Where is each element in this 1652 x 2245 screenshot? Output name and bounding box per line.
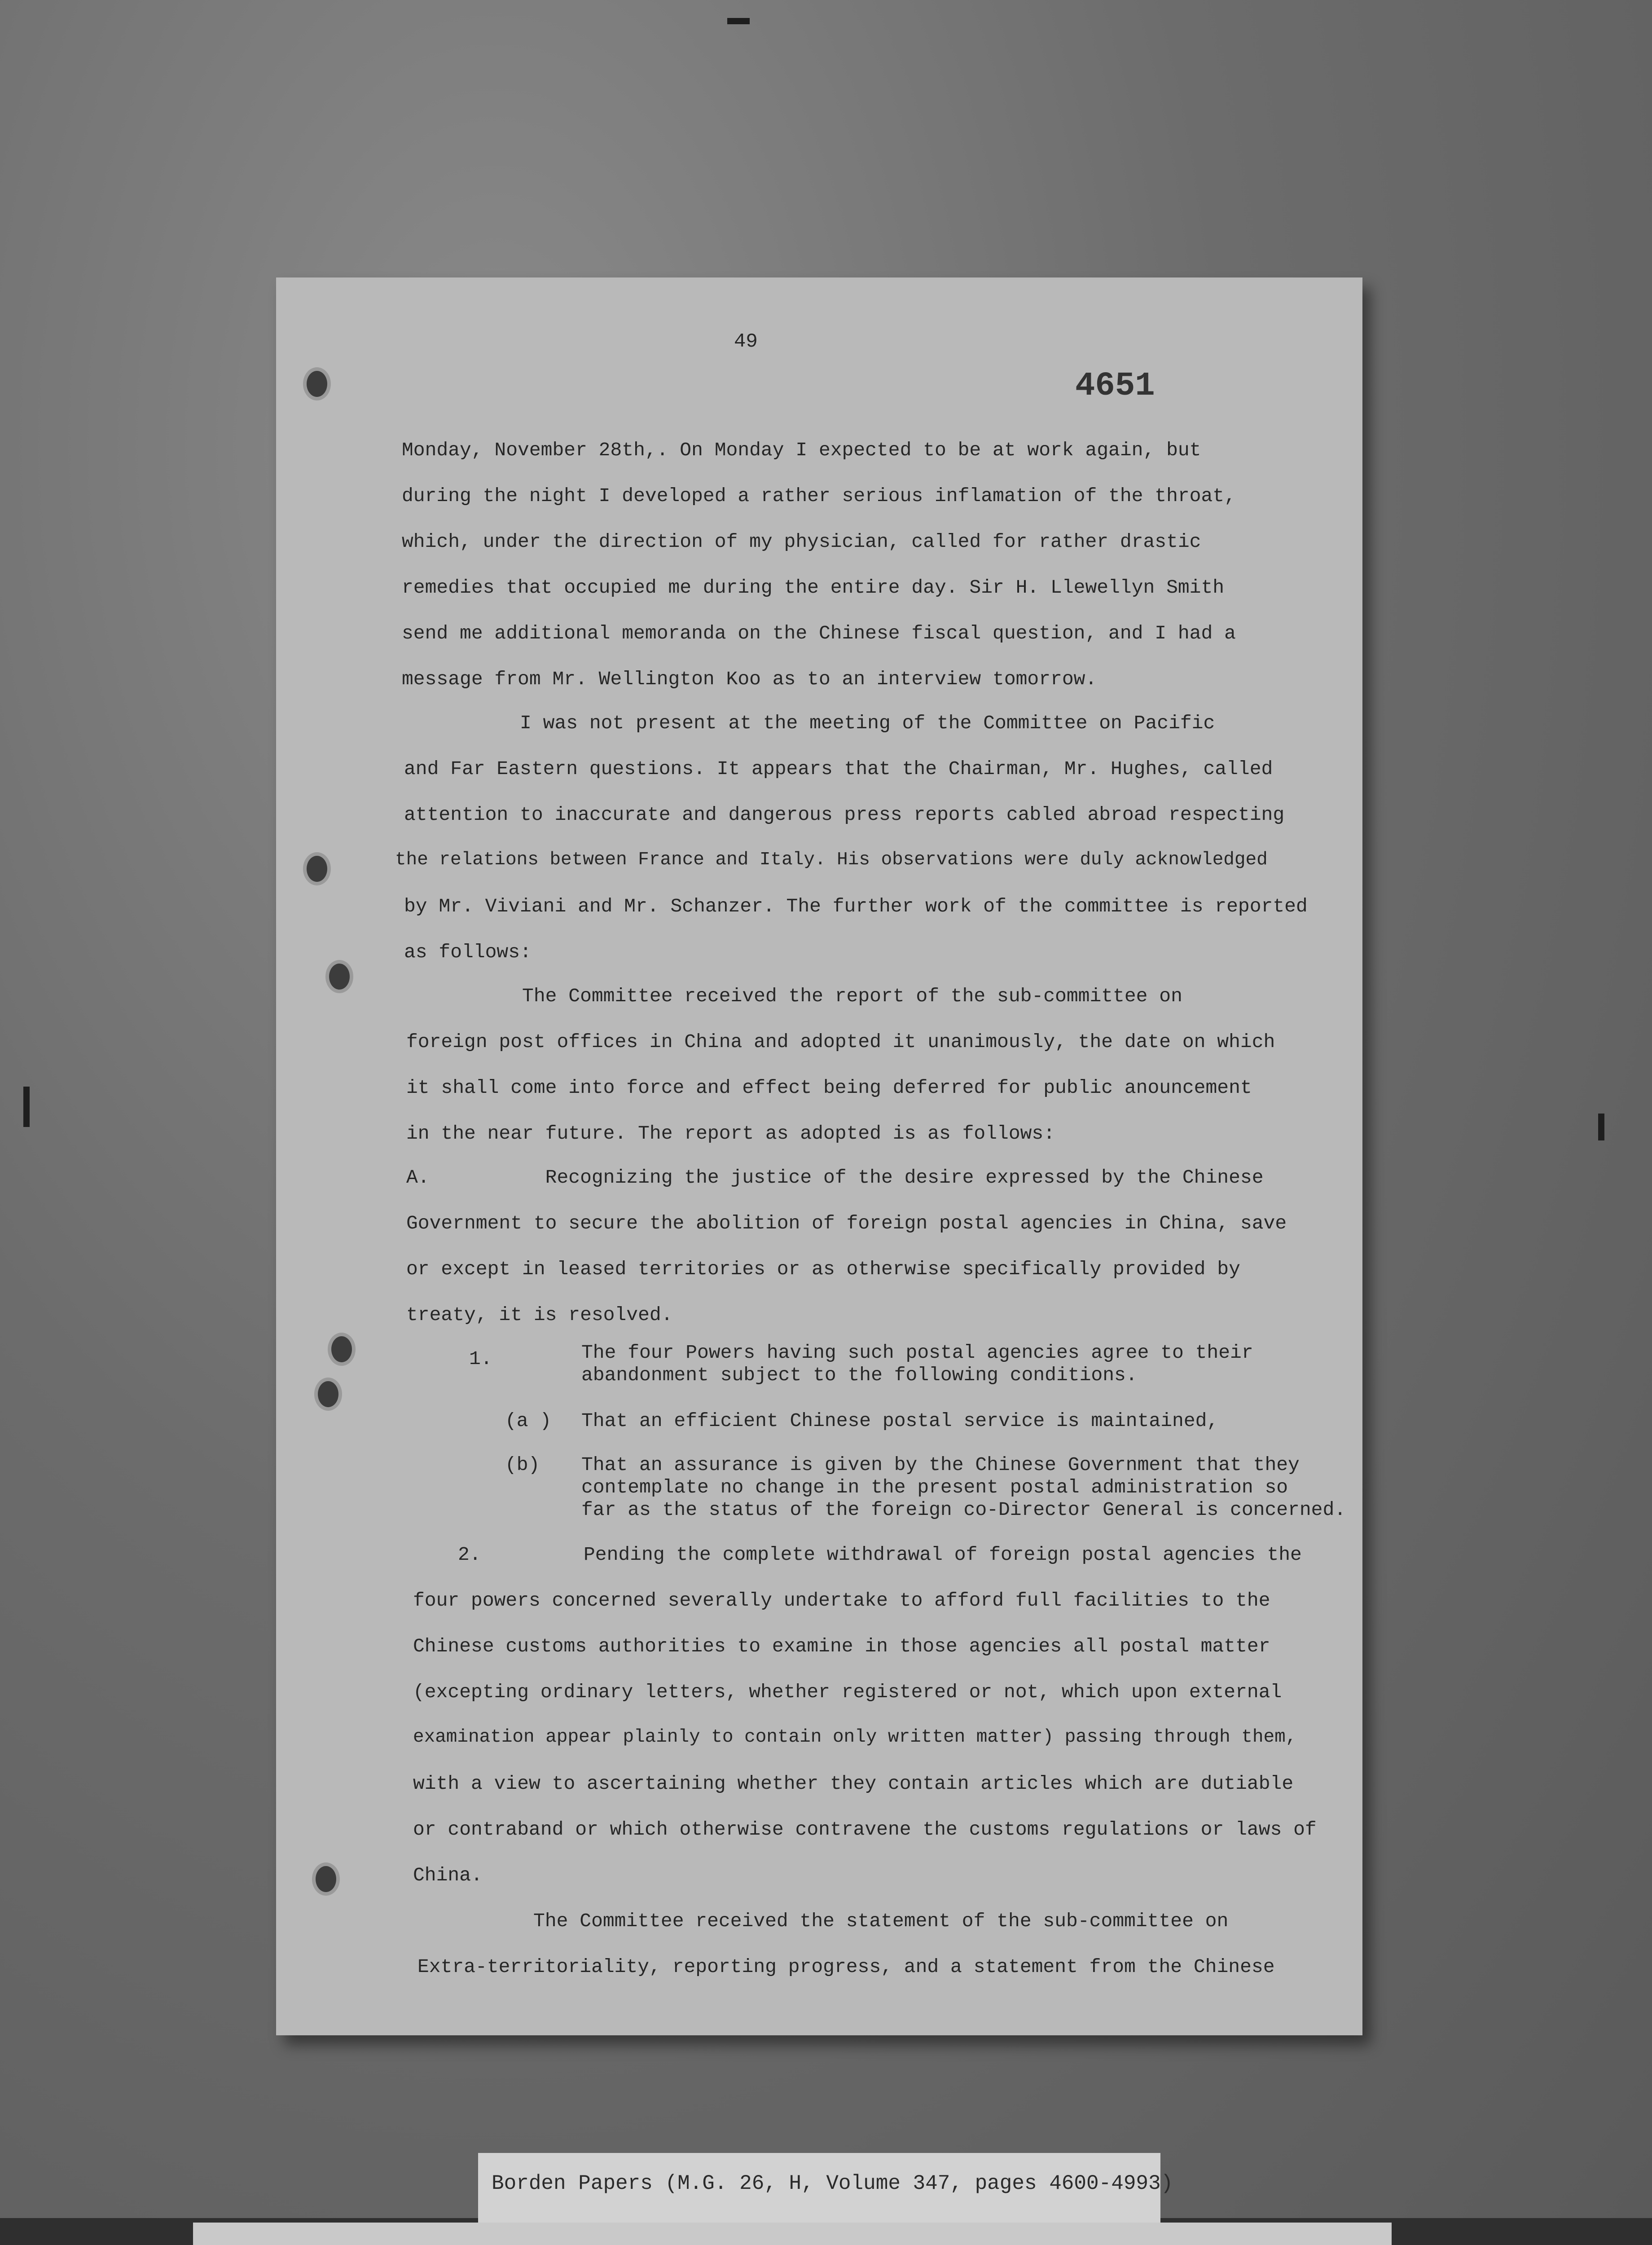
punch-hole: [303, 367, 331, 401]
text-line: or contraband or which otherwise contravene the customs regulations or laws of: [413, 1818, 1317, 1840]
text-line: or except in leased territories or as otherwise specifically provided by: [406, 1258, 1240, 1280]
edge-mark: [23, 1087, 30, 1127]
text-line: (excepting ordinary letters, whether registered or not, which upon external: [413, 1681, 1282, 1703]
folio-stamp: 4651: [1075, 367, 1155, 405]
punch-hole: [328, 1333, 356, 1366]
text-line: the relations between France and Italy. His observations were duly acknowledged: [395, 850, 1268, 870]
item-label: 1.: [469, 1348, 492, 1370]
text-line: Chinese customs authorities to examine in those agencies all postal matter: [413, 1635, 1270, 1657]
text-line: Monday, November 28th,. On Monday I expected to be at work again, but: [402, 439, 1201, 461]
text-line: during the night I developed a rather serious inflamation of the throat,: [402, 485, 1236, 507]
item-label: (b): [505, 1454, 540, 1476]
text-line: Pending the complete withdrawal of foreign postal agencies the: [584, 1544, 1302, 1566]
text-line: which, under the direction of my physician, called for rather drastic: [402, 531, 1201, 553]
text-line: remedies that occupied me during the entire day. Sir H. Llewellyn Smith: [402, 577, 1225, 599]
text-line: it shall come into force and effect being deferred for public anouncement: [406, 1077, 1252, 1099]
text-line: That an assurance is given by the Chinese Government that they: [581, 1454, 1300, 1476]
edge-mark: [727, 18, 750, 24]
text-line: foreign post offices in China and adopted it unanimously, the date on which: [406, 1031, 1275, 1053]
text-line: as follows:: [404, 941, 532, 963]
collection-caption-text: Borden Papers (M.G. 26, H, Volume 347, pages 4600-4993): [492, 2172, 1173, 2195]
text-line: A. Recognizing the justice of the desire expressed by the Chinese: [406, 1167, 1264, 1189]
text-line: China.: [413, 1864, 483, 1886]
punch-hole: [312, 1862, 340, 1896]
text-line: and Far Eastern questions. It appears that the Chairman, Mr. Hughes, called: [404, 758, 1273, 780]
text-line: four powers concerned severally undertake to afford full facilities to the: [413, 1589, 1270, 1611]
text-line: The Committee received the statement of the sub-committee on: [417, 1910, 1229, 1932]
text-line: treaty, it is resolved.: [406, 1304, 673, 1326]
text-line: attention to inaccurate and dangerous press reports cabled abroad respecting: [404, 804, 1285, 826]
collection-caption: [478, 2153, 1173, 2225]
punch-hole: [303, 852, 331, 885]
punch-hole: [314, 1378, 342, 1411]
text-line: by Mr. Viviani and Mr. Schanzer. The further work of the committee is reported: [404, 895, 1308, 917]
text-line: message from Mr. Wellington Koo as to an interview tomorrow.: [402, 668, 1097, 690]
text-line: Extra-territoriality, reporting progress, and a statement from the Chinese: [417, 1956, 1275, 1978]
text-line: far as the status of the foreign co-Director General is concerned.: [581, 1499, 1346, 1521]
text-line: examination appear plainly to contain only written matter) passing through them,: [413, 1727, 1297, 1748]
page-number: 49: [734, 330, 758, 353]
text-line: with a view to ascertaining whether they contain articles which are dutiable: [413, 1773, 1294, 1795]
text-line: contemplate no change in the present postal administration so: [581, 1476, 1288, 1498]
text-line: Government to secure the abolition of foreign postal agencies in China, save: [406, 1212, 1287, 1234]
text-line: The Committee received the report of the sub-committee on: [406, 985, 1182, 1007]
text-line: That an efficient Chinese postal service is maintained,: [581, 1410, 1219, 1432]
text-line: I was not present at the meeting of the Committee on Pacific: [404, 712, 1215, 734]
punch-hole: [325, 960, 353, 993]
archive-label: [193, 2223, 1392, 2245]
item-label: 2.: [458, 1544, 481, 1566]
document-page: [276, 277, 1362, 2035]
text-line: The four Powers having such postal agencies agree to their: [581, 1342, 1253, 1364]
text-line: abandonment subject to the following conditions.: [581, 1364, 1138, 1386]
edge-mark: [1598, 1114, 1604, 1140]
text-line: send me additional memoranda on the Chinese fiscal question, and I had a: [402, 622, 1236, 644]
text-line: in the near future. The report as adopted is as follows:: [406, 1122, 1055, 1145]
item-label: (a ): [505, 1410, 552, 1432]
